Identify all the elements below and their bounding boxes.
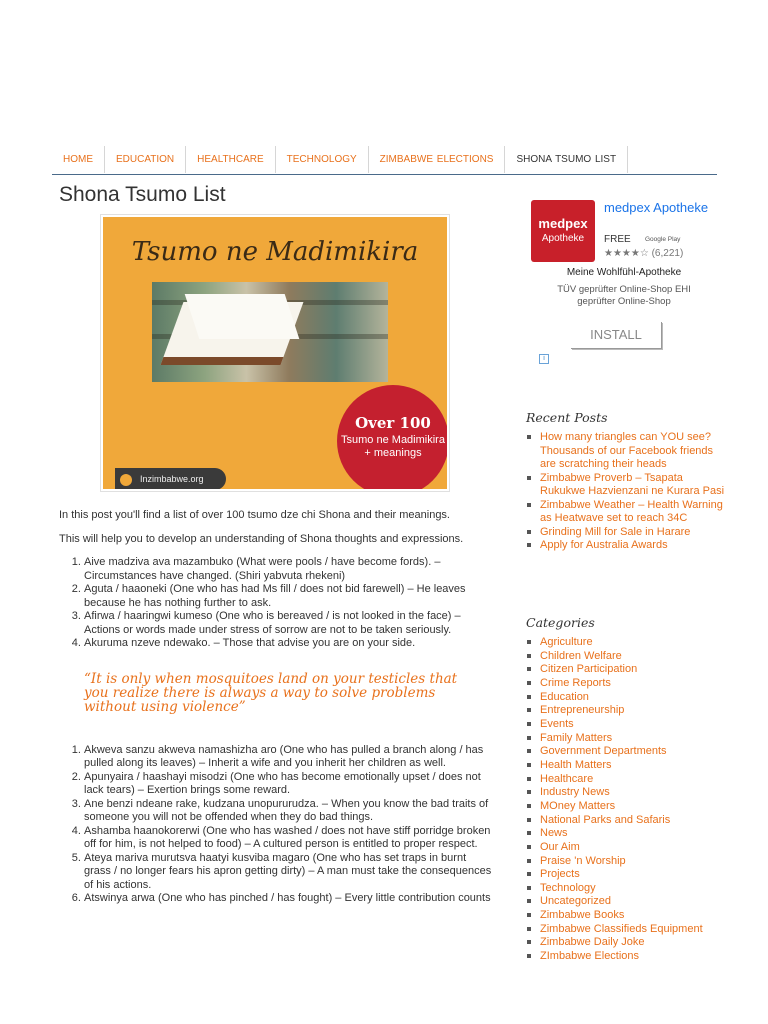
category-link[interactable]: Family Matters [526, 732, 726, 746]
proverb-list-1 [59, 556, 495, 651]
site-logo-icon [120, 474, 132, 486]
list-item: 2. Aguta / haaoneki (One who has had Ms fill / does not bid farewell) – He leaves because he has nothing further to ask. [84, 583, 495, 610]
ad-description: TÜV geprüfter Online-Shop EHI geprüfter Online-Shop [557, 284, 691, 307]
list-item: 1. Aive madziva ava mazambuko (What were pools / have become fords). – Circumstances have changed. (Shiri yabvuta rhekeni) [84, 556, 495, 583]
list-item: 4. Ashamba haanokorerwi (One who has washed / does not have stiff porridge broken off for him, is not helped to food) – A cultured person is entitled to proper respect. [84, 825, 495, 852]
category-link[interactable]: Citizen Participation [526, 663, 726, 677]
category-link[interactable]: Industry News [526, 786, 726, 800]
categories-title: Categories [526, 615, 595, 630]
categories-list [526, 636, 726, 964]
intro-paragraph-1: In this post you'll find a list of over 100 tsumo dze chi Shona and their meanings. [59, 509, 450, 521]
book-photo [152, 282, 388, 382]
category-link[interactable]: Health Matters [526, 759, 726, 773]
recent-post-link[interactable]: How many triangles can YOU see? Thousands of our Facebook friends are scratching their heads [526, 431, 726, 472]
intro-paragraph-2: This will help you to develop an understanding of Shona thoughts and expressions. [59, 532, 464, 545]
proverb-list-2 [59, 744, 495, 906]
list-item: 6. Atswinya arwa (One who has pinched / has fought) – Every little contribution counts [84, 892, 495, 906]
list-item: 1. Akweva sanzu akweva namashizha aro (One who has pulled a branch along / has pulled along its leaves) – Inherit a wife and you inherit her children as well. [84, 744, 495, 771]
list-item: 5. Ateya mariva murutsva haatyi kusviba magaro (One who has set traps in burnt grass / no longer fears his apron getting dirty) – A man must take the consequences of his actions. [84, 852, 495, 893]
category-link[interactable]: Government Departments [526, 745, 726, 759]
category-link[interactable]: Events [526, 718, 726, 732]
nav-home[interactable]: HOME [52, 146, 105, 173]
category-link[interactable]: News [526, 827, 726, 841]
nav-technology[interactable]: TECHNOLOGY [276, 146, 369, 173]
list-item: 3. Afirwa / haaringwi kumeso (One who is bereaved / is not looked in the face) – Actions or words made under stress of sorrow are not to be taken seriously. [84, 610, 495, 637]
main-nav [52, 146, 717, 175]
recent-post-link[interactable]: Zimbabwe Weather – Health Warning as Heatwave set to reach 34C [526, 499, 726, 526]
recent-posts-list [526, 431, 726, 553]
category-link[interactable]: Our Aim [526, 841, 726, 855]
featured-badge: Over 100 Tsumo ne Madimikira + meanings [337, 385, 447, 489]
category-link[interactable]: Education [526, 691, 726, 705]
featured-image [100, 214, 450, 492]
ad-app-name[interactable]: medpex Apotheke [604, 200, 709, 215]
medpex-logo[interactable]: medpex Apotheke [531, 200, 595, 262]
article-content [59, 509, 495, 906]
pull-quote: “It is only when mosquitoes land on your testicles that you realize there is always a way to solve problems without using violence” [84, 670, 458, 715]
ad-rating: ★★★★☆ (6,221) [604, 248, 684, 259]
recent-posts-title: Recent Posts [526, 410, 608, 425]
list-item: 4. Akuruma nzeve ndewako. – Those that advise you are on your side. [84, 637, 495, 651]
category-link[interactable]: ZImbabwe Elections [526, 950, 726, 964]
recent-post-link[interactable]: Zimbabwe Proverb – Tsapata Rukukwe Hazvienzani ne Kurara Pasi [526, 472, 726, 499]
featured-site-tag: Inzimbabwe.org [115, 468, 226, 489]
category-link[interactable]: Praise 'n Worship [526, 855, 726, 869]
category-link[interactable]: Zimbabwe Classifieds Equipment [526, 923, 726, 937]
category-link[interactable]: Entrepreneurship [526, 704, 726, 718]
category-link[interactable]: Zimbabwe Books [526, 909, 726, 923]
category-link[interactable]: Children Welfare [526, 650, 726, 664]
featured-script-title: Tsumo ne Madimikira [131, 237, 419, 267]
category-link[interactable]: MOney Matters [526, 800, 726, 814]
category-link[interactable]: Crime Reports [526, 677, 726, 691]
nav-zimbabwe-elections[interactable]: ZIMBABWE ELECTIONS [369, 146, 506, 173]
ad-tagline: Meine Wohlfühl-Apotheke [566, 267, 682, 278]
category-link[interactable]: Healthcare [526, 773, 726, 787]
recent-post-link[interactable]: Grinding Mill for Sale in Harare [526, 526, 726, 540]
list-item: 3. Ane benzi ndeane rake, kudzana unopururudza. – When you know the bad traits of someone you will not be offended when they do bad things. [84, 798, 495, 825]
category-link[interactable]: Projects [526, 868, 726, 882]
category-link[interactable]: Agriculture [526, 636, 726, 650]
page-title: Shona Tsumo List [59, 183, 226, 206]
recent-post-link[interactable]: Apply for Australia Awards [526, 539, 726, 553]
list-item: 2. Apunyaira / haashayi misodzi (One who has become emotionally upset / does not lack tears) – Exertion brings some reward. [84, 771, 495, 798]
ad-price: FREE [604, 234, 631, 245]
ad-info-icon[interactable]: i [539, 354, 549, 364]
category-link[interactable]: Uncategorized [526, 895, 726, 909]
nav-shona-tsumo-list[interactable]: SHONA TSUMO LIST [505, 146, 628, 173]
google-play-badge: Google Play [645, 236, 681, 243]
nav-healthcare[interactable]: HEALTHCARE [186, 146, 276, 173]
nav-education[interactable]: EDUCATION [105, 146, 186, 173]
category-link[interactable]: Technology [526, 882, 726, 896]
install-button[interactable]: INSTALL [571, 322, 662, 349]
category-link[interactable]: Zimbabwe Daily Joke [526, 936, 726, 950]
category-link[interactable]: National Parks and Safaris [526, 814, 726, 828]
